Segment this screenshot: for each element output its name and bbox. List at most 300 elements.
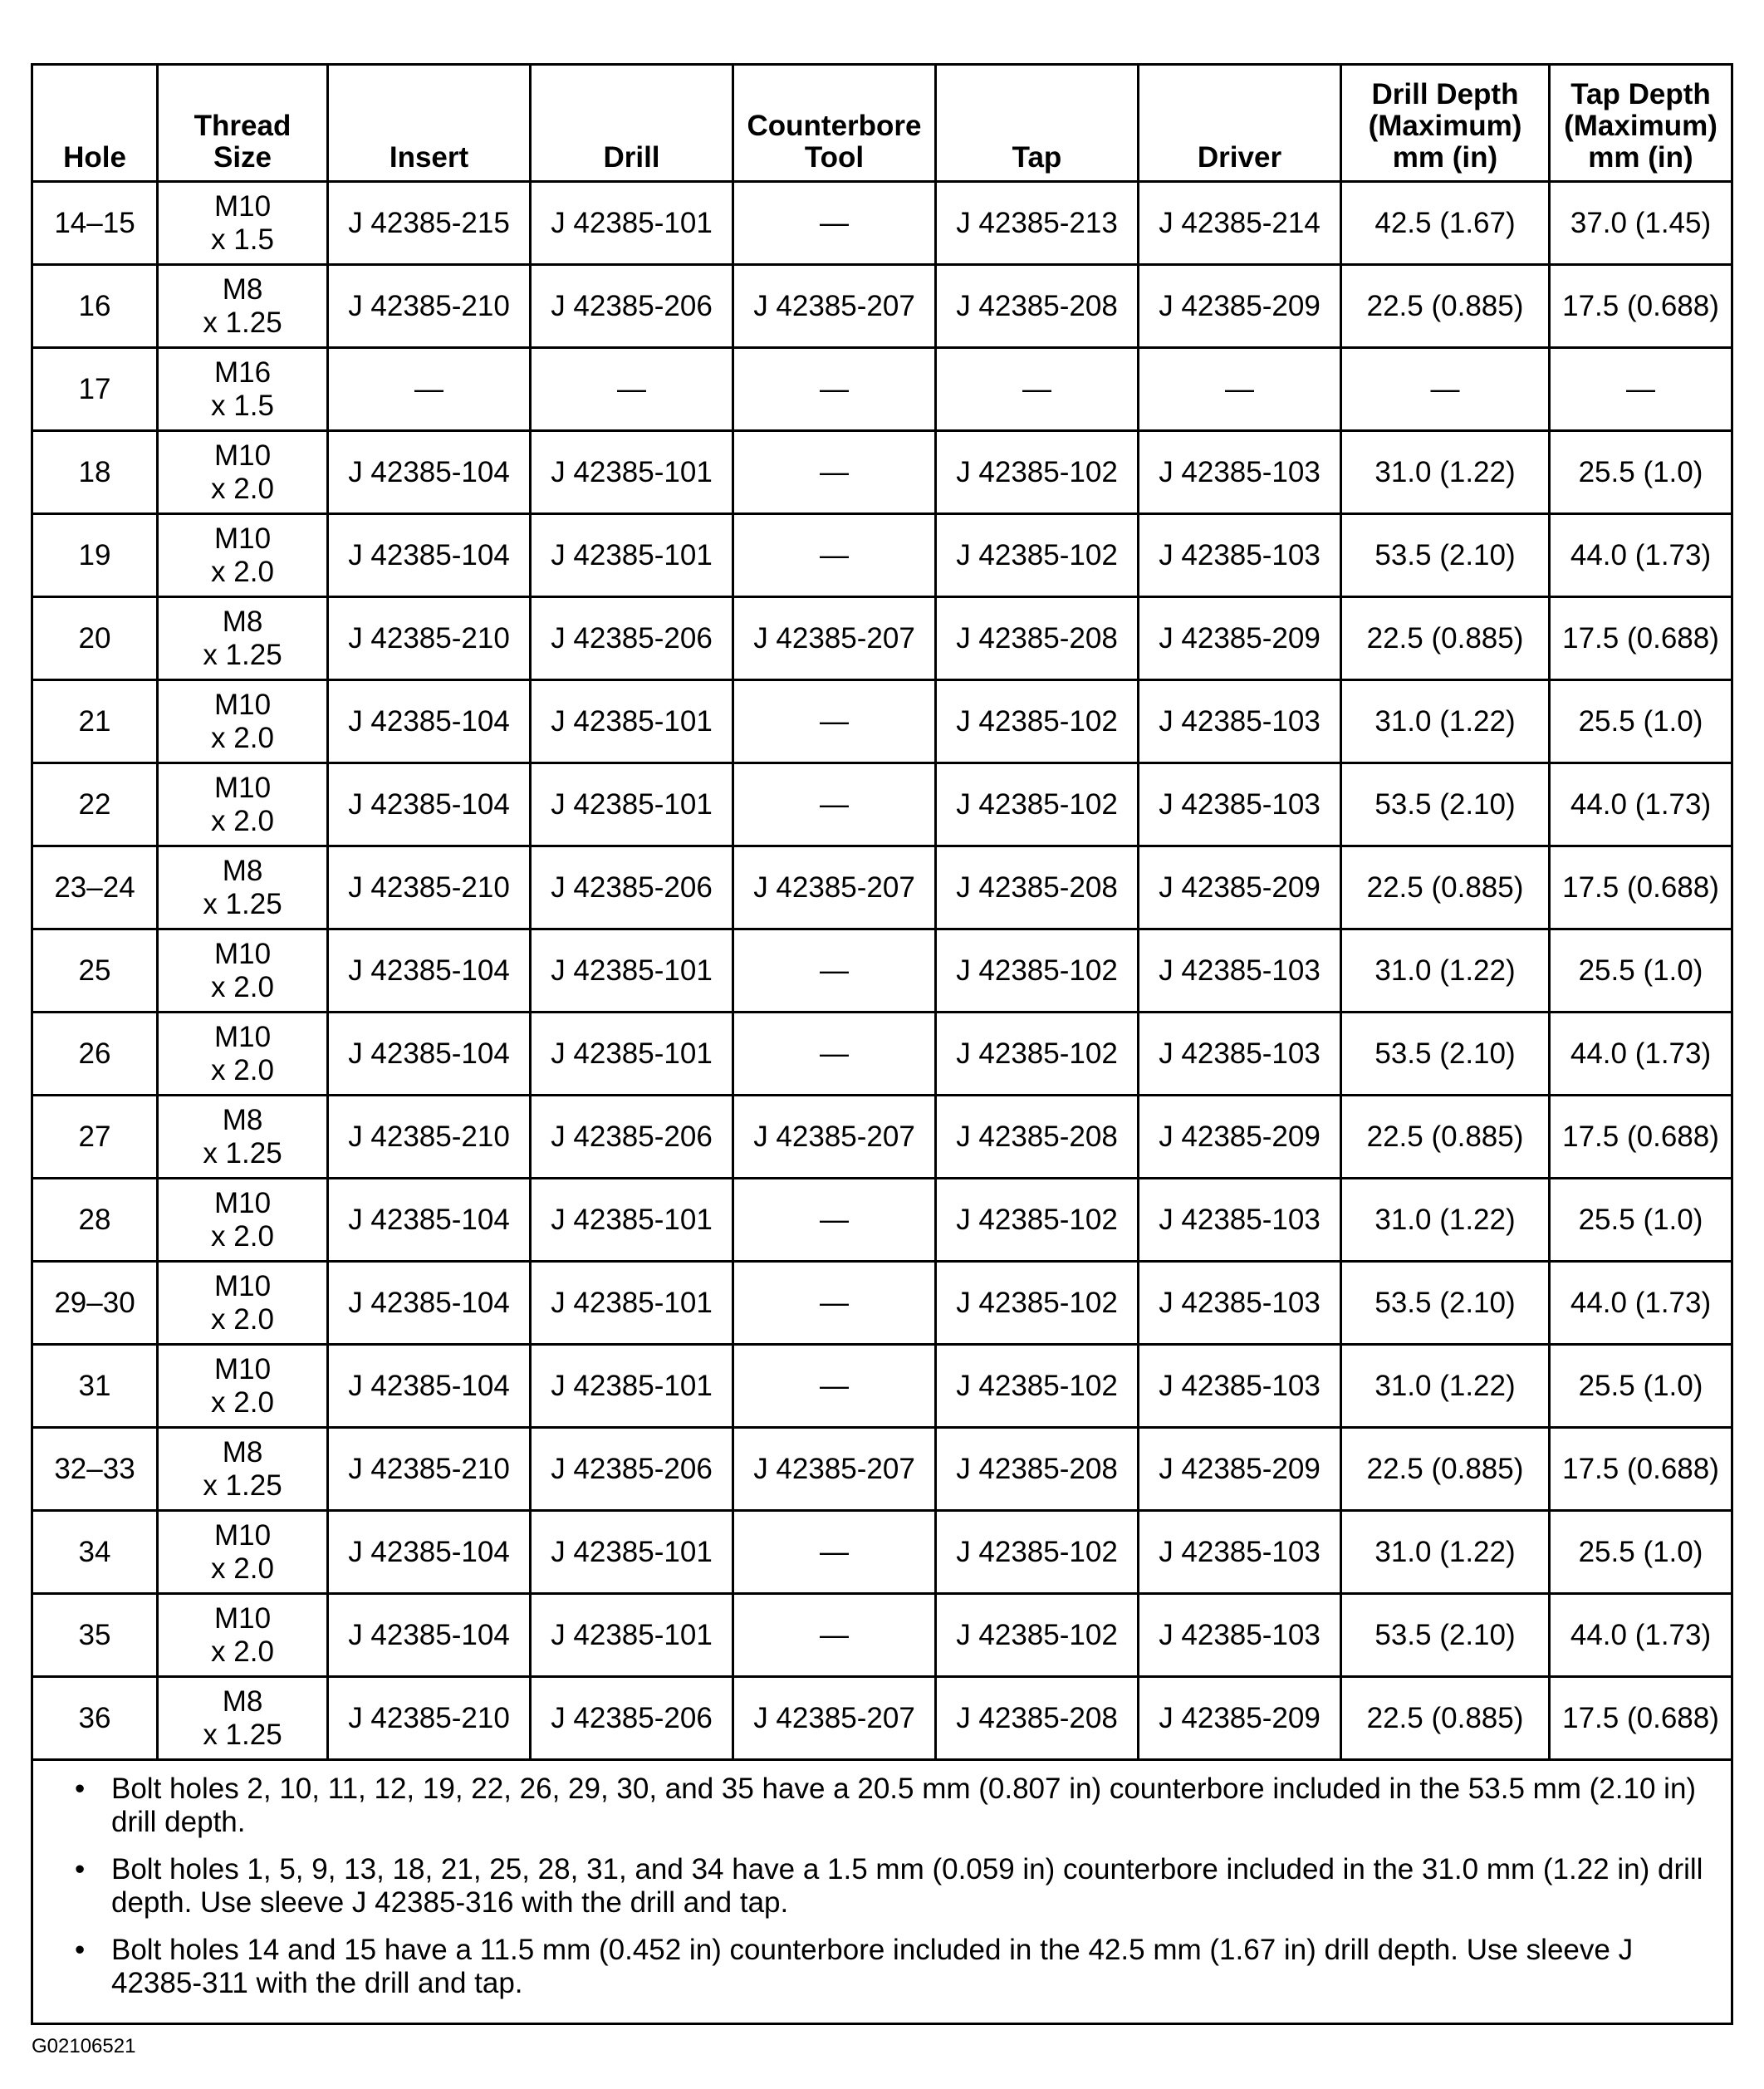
cell-thread-size <box>158 1594 328 1677</box>
insert-value: J 42385-210 <box>348 289 510 322</box>
hole-value: 28 <box>78 1203 111 1236</box>
drill-depth-value: 31.0 (1.22) <box>1374 704 1516 738</box>
drill-value: J 42385-101 <box>551 954 713 987</box>
thread-size-value: M10 x 2.0 <box>211 1518 274 1585</box>
cell-drill-depth <box>1341 680 1550 763</box>
cell-drill <box>531 182 733 265</box>
tap-value: J 42385-102 <box>956 1286 1118 1319</box>
cell-tap-depth <box>1550 1345 1732 1428</box>
cell-hole <box>32 1013 158 1096</box>
cell-insert <box>328 1179 531 1262</box>
tap-value: J 42385-208 <box>956 289 1118 322</box>
tap-depth-value: 25.5 (1.0) <box>1578 1535 1703 1568</box>
cell-thread-size <box>158 431 328 514</box>
cell-counterbore-tool <box>733 1262 936 1345</box>
table-row <box>32 763 1732 846</box>
figure-id: G02106521 <box>32 2035 136 2057</box>
cell-drill <box>531 1428 733 1511</box>
counterbore-tool-value: — <box>820 1618 849 1651</box>
cell-driver <box>1139 1511 1341 1594</box>
cell-insert <box>328 265 531 348</box>
tap-depth-value: 17.5 (0.688) <box>1562 1120 1719 1153</box>
table-row <box>32 182 1732 265</box>
cell-insert <box>328 514 531 597</box>
header-drill-depth: Drill Depth (Maximum) mm (in) <box>1341 65 1550 182</box>
cell-counterbore-tool <box>733 182 936 265</box>
cell-driver <box>1139 597 1341 680</box>
tap-value: J 42385-208 <box>956 1452 1118 1485</box>
cell-driver <box>1139 680 1341 763</box>
header-tap: Tap <box>936 65 1139 182</box>
tap-depth-value: 17.5 (0.688) <box>1562 621 1719 655</box>
drill-depth-value: 31.0 (1.22) <box>1374 1203 1516 1236</box>
drill-depth-value: 53.5 (2.10) <box>1374 538 1516 571</box>
insert-value: J 42385-104 <box>348 455 510 488</box>
thread-size-value: M8 x 1.25 <box>203 1435 282 1502</box>
cell-thread-size <box>158 1428 328 1511</box>
cell-counterbore-tool <box>733 1345 936 1428</box>
cell-tap-depth <box>1550 1013 1732 1096</box>
insert-value: J 42385-104 <box>348 1203 510 1236</box>
hole-value: 27 <box>78 1120 111 1153</box>
cell-thread-size <box>158 1677 328 1760</box>
cell-insert <box>328 1013 531 1096</box>
cell-hole <box>32 514 158 597</box>
cell-tap-depth <box>1550 763 1732 846</box>
tap-value: J 42385-213 <box>956 206 1118 239</box>
hole-value: 23–24 <box>54 870 135 904</box>
counterbore-tool-value: J 42385-207 <box>753 1120 915 1153</box>
thread-size-value: M10 x 2.0 <box>211 937 274 1003</box>
cell-tap-depth <box>1550 1179 1732 1262</box>
tap-depth-value: 44.0 (1.73) <box>1570 1286 1712 1319</box>
cell-tap-depth <box>1550 1096 1732 1179</box>
cell-tap-depth <box>1550 265 1732 348</box>
cell-drill <box>531 348 733 431</box>
tap-value: J 42385-102 <box>956 1203 1118 1236</box>
tap-depth-value: 25.5 (1.0) <box>1578 455 1703 488</box>
counterbore-tool-value: — <box>820 1037 849 1070</box>
cell-driver <box>1139 1345 1341 1428</box>
drill-value: J 42385-206 <box>551 289 713 322</box>
driver-value: — <box>1225 372 1254 405</box>
cell-tap <box>936 265 1139 348</box>
cell-tap <box>936 929 1139 1013</box>
cell-driver <box>1139 348 1341 431</box>
counterbore-tool-value: — <box>820 372 849 405</box>
drill-depth-value: 22.5 (0.885) <box>1366 870 1524 904</box>
cell-drill <box>531 514 733 597</box>
cell-thread-size <box>158 929 328 1013</box>
cell-driver <box>1139 514 1341 597</box>
cell-counterbore-tool <box>733 431 936 514</box>
cell-drill <box>531 597 733 680</box>
driver-value: J 42385-103 <box>1159 1535 1321 1568</box>
cell-thread-size <box>158 846 328 929</box>
cell-hole <box>32 182 158 265</box>
header-thread-size: Thread Size <box>158 65 328 182</box>
table-row <box>32 846 1732 929</box>
tap-value: J 42385-102 <box>956 1618 1118 1651</box>
table-row <box>32 680 1732 763</box>
insert-value: J 42385-104 <box>348 1535 510 1568</box>
driver-value: J 42385-214 <box>1159 206 1321 239</box>
cell-thread-size <box>158 680 328 763</box>
cell-counterbore-tool <box>733 1511 936 1594</box>
cell-thread-size <box>158 1013 328 1096</box>
cell-hole <box>32 265 158 348</box>
cell-thread-size <box>158 763 328 846</box>
insert-value: — <box>414 372 443 405</box>
note-text: Bolt holes 1, 5, 9, 13, 18, 21, 25, 28, 31, and 34 have a 1.5 mm (0.059 in) counterbore included in the 31.0 mm (1.22 in) drill depth. Use sleeve J 42385-316 with the drill and tap. <box>111 1853 1703 1919</box>
cell-driver <box>1139 1013 1341 1096</box>
drill-value: J 42385-206 <box>551 1452 713 1485</box>
table-row <box>32 597 1732 680</box>
cell-tap-depth <box>1550 597 1732 680</box>
tap-value: J 42385-208 <box>956 870 1118 904</box>
table-row <box>32 1179 1732 1262</box>
drill-value: J 42385-101 <box>551 1618 713 1651</box>
cell-drill-depth <box>1341 1262 1550 1345</box>
cell-counterbore-tool <box>733 1179 936 1262</box>
cell-counterbore-tool <box>733 265 936 348</box>
header-hole: Hole <box>32 65 158 182</box>
cell-tap <box>936 1594 1139 1677</box>
tap-value: J 42385-102 <box>956 1369 1118 1402</box>
cell-drill-depth <box>1341 514 1550 597</box>
counterbore-tool-value: — <box>820 538 849 571</box>
table-row <box>32 1096 1732 1179</box>
drill-value: J 42385-101 <box>551 455 713 488</box>
cell-tap <box>936 182 1139 265</box>
notes-row <box>32 1760 1732 2024</box>
table-row <box>32 348 1732 431</box>
driver-value: J 42385-209 <box>1159 1452 1321 1485</box>
cell-thread-size <box>158 1511 328 1594</box>
cell-drill <box>531 1262 733 1345</box>
drill-depth-value: — <box>1430 372 1460 405</box>
drill-value: J 42385-101 <box>551 1286 713 1319</box>
cell-insert <box>328 348 531 431</box>
hole-value: 16 <box>78 289 111 322</box>
tap-value: — <box>1022 372 1051 405</box>
table-row <box>32 1511 1732 1594</box>
bullet-icon: • <box>75 1773 86 1805</box>
drill-depth-value: 22.5 (0.885) <box>1366 1452 1524 1485</box>
cell-hole <box>32 680 158 763</box>
tap-depth-value: 44.0 (1.73) <box>1570 538 1712 571</box>
driver-value: J 42385-103 <box>1159 787 1321 821</box>
tap-depth-value: 44.0 (1.73) <box>1570 1618 1712 1651</box>
cell-insert <box>328 1677 531 1760</box>
drill-value: J 42385-101 <box>551 1037 713 1070</box>
tap-value: J 42385-208 <box>956 621 1118 655</box>
counterbore-tool-value: — <box>820 1535 849 1568</box>
drill-value: J 42385-206 <box>551 621 713 655</box>
drill-depth-value: 53.5 (2.10) <box>1374 1037 1516 1070</box>
table-row <box>32 1262 1732 1345</box>
thread-size-value: M10 x 2.0 <box>211 522 274 588</box>
cell-insert <box>328 763 531 846</box>
driver-value: J 42385-209 <box>1159 1120 1321 1153</box>
cell-tap <box>936 597 1139 680</box>
cell-drill <box>531 1511 733 1594</box>
thread-size-value: M10 x 2.0 <box>211 1352 274 1419</box>
driver-value: J 42385-209 <box>1159 621 1321 655</box>
cell-insert <box>328 597 531 680</box>
cell-driver <box>1139 846 1341 929</box>
tap-depth-value: 25.5 (1.0) <box>1578 954 1703 987</box>
cell-tap-depth <box>1550 846 1732 929</box>
tap-value: J 42385-102 <box>956 455 1118 488</box>
insert-value: J 42385-104 <box>348 787 510 821</box>
tap-depth-value: — <box>1626 372 1655 405</box>
cell-drill-depth <box>1341 1096 1550 1179</box>
table-header-row <box>32 65 1732 182</box>
drill-depth-value: 53.5 (2.10) <box>1374 1286 1516 1319</box>
insert-value: J 42385-215 <box>348 206 510 239</box>
driver-value: J 42385-103 <box>1159 1369 1321 1402</box>
header-counterbore-tool: Counterbore Tool <box>733 65 936 182</box>
driver-value: J 42385-209 <box>1159 1701 1321 1734</box>
tap-value: J 42385-102 <box>956 1037 1118 1070</box>
cell-drill <box>531 929 733 1013</box>
hole-value: 14–15 <box>54 206 135 239</box>
counterbore-tool-value: — <box>820 1369 849 1402</box>
cell-thread-size <box>158 1262 328 1345</box>
tap-depth-value: 17.5 (0.688) <box>1562 1452 1719 1485</box>
cell-drill <box>531 846 733 929</box>
hole-value: 22 <box>78 787 111 821</box>
cell-drill <box>531 1677 733 1760</box>
thread-size-value: M8 x 1.25 <box>203 854 282 920</box>
cell-hole <box>32 1096 158 1179</box>
hole-value: 19 <box>78 538 111 571</box>
cell-drill-depth <box>1341 929 1550 1013</box>
drill-value: J 42385-101 <box>551 1535 713 1568</box>
cell-drill <box>531 265 733 348</box>
cell-counterbore-tool <box>733 597 936 680</box>
cell-driver <box>1139 763 1341 846</box>
insert-value: J 42385-210 <box>348 1120 510 1153</box>
cell-drill <box>531 1345 733 1428</box>
cell-tap-depth <box>1550 929 1732 1013</box>
drill-depth-value: 31.0 (1.22) <box>1374 954 1516 987</box>
cell-drill-depth <box>1341 763 1550 846</box>
drill-value: J 42385-101 <box>551 206 713 239</box>
cell-driver <box>1139 929 1341 1013</box>
cell-hole <box>32 846 158 929</box>
cell-counterbore-tool <box>733 1677 936 1760</box>
cell-insert <box>328 431 531 514</box>
drill-value: J 42385-101 <box>551 1203 713 1236</box>
insert-value: J 42385-210 <box>348 1452 510 1485</box>
insert-value: J 42385-210 <box>348 1701 510 1734</box>
hole-value: 26 <box>78 1037 111 1070</box>
thread-size-value: M8 x 1.25 <box>203 1684 282 1751</box>
thread-size-value: M10 x 2.0 <box>211 439 274 505</box>
cell-hole <box>32 348 158 431</box>
cell-hole <box>32 1428 158 1511</box>
cell-tap-depth <box>1550 680 1732 763</box>
cell-thread-size <box>158 1179 328 1262</box>
drill-depth-value: 31.0 (1.22) <box>1374 1369 1516 1402</box>
cell-drill <box>531 1594 733 1677</box>
cell-tap <box>936 431 1139 514</box>
cell-tap-depth <box>1550 431 1732 514</box>
counterbore-tool-value: — <box>820 787 849 821</box>
cell-drill <box>531 1096 733 1179</box>
note-text: Bolt holes 14 and 15 have a 11.5 mm (0.452 in) counterbore included in the 42.5 mm (1.67 in) drill depth. Use sleeve J 42385-311 with the drill and tap. <box>111 1934 1634 1999</box>
tap-depth-value: 17.5 (0.688) <box>1562 289 1719 322</box>
cell-counterbore-tool <box>733 846 936 929</box>
drill-depth-value: 31.0 (1.22) <box>1374 455 1516 488</box>
cell-driver <box>1139 1179 1341 1262</box>
counterbore-tool-value: — <box>820 1286 849 1319</box>
drill-value: J 42385-206 <box>551 1120 713 1153</box>
cell-insert <box>328 1345 531 1428</box>
thread-size-value: M10 x 2.0 <box>211 1020 274 1086</box>
cell-hole <box>32 1677 158 1760</box>
cell-drill-depth <box>1341 846 1550 929</box>
note-item <box>75 1773 1714 1839</box>
cell-tap <box>936 514 1139 597</box>
tap-value: J 42385-102 <box>956 704 1118 738</box>
cell-counterbore-tool <box>733 1594 936 1677</box>
tap-depth-value: 44.0 (1.73) <box>1570 1037 1712 1070</box>
tap-depth-value: 17.5 (0.688) <box>1562 1701 1719 1734</box>
counterbore-tool-value: — <box>820 206 849 239</box>
cell-thread-size <box>158 182 328 265</box>
cell-drill <box>531 680 733 763</box>
thread-size-value: M8 x 1.25 <box>203 605 282 671</box>
thread-size-value: M10 x 2.0 <box>211 1269 274 1336</box>
cell-drill-depth <box>1341 265 1550 348</box>
hole-value: 32–33 <box>54 1452 135 1485</box>
cell-hole <box>32 929 158 1013</box>
insert-value: J 42385-210 <box>348 621 510 655</box>
cell-driver <box>1139 265 1341 348</box>
cell-tap <box>936 763 1139 846</box>
tap-value: J 42385-208 <box>956 1120 1118 1153</box>
cell-counterbore-tool <box>733 680 936 763</box>
cell-drill-depth <box>1341 1428 1550 1511</box>
cell-hole <box>32 763 158 846</box>
drill-value: J 42385-101 <box>551 1369 713 1402</box>
cell-thread-size <box>158 265 328 348</box>
tap-depth-value: 37.0 (1.45) <box>1570 206 1712 239</box>
drill-value: J 42385-101 <box>551 704 713 738</box>
driver-value: J 42385-103 <box>1159 1203 1321 1236</box>
cell-counterbore-tool <box>733 348 936 431</box>
tap-value: J 42385-208 <box>956 1701 1118 1734</box>
cell-hole <box>32 1511 158 1594</box>
hole-value: 25 <box>78 954 111 987</box>
cell-drill-depth <box>1341 1179 1550 1262</box>
driver-value: J 42385-103 <box>1159 704 1321 738</box>
cell-drill-depth <box>1341 1345 1550 1428</box>
drill-depth-value: 22.5 (0.885) <box>1366 621 1524 655</box>
cell-counterbore-tool <box>733 763 936 846</box>
tap-value: J 42385-102 <box>956 1535 1118 1568</box>
counterbore-tool-value: J 42385-207 <box>753 289 915 322</box>
table-row <box>32 1013 1732 1096</box>
cell-drill-depth <box>1341 1677 1550 1760</box>
cell-driver <box>1139 1262 1341 1345</box>
cell-hole <box>32 597 158 680</box>
drill-value: J 42385-101 <box>551 787 713 821</box>
counterbore-tool-value: J 42385-207 <box>753 1452 915 1485</box>
table-row <box>32 1594 1732 1677</box>
counterbore-tool-value: J 42385-207 <box>753 621 915 655</box>
counterbore-tool-value: — <box>820 1203 849 1236</box>
thread-size-value: M10 x 2.0 <box>211 1186 274 1253</box>
cell-drill-depth <box>1341 1594 1550 1677</box>
cell-counterbore-tool <box>733 1428 936 1511</box>
cell-driver <box>1139 1096 1341 1179</box>
table-body <box>32 182 1732 1760</box>
cell-insert <box>328 1511 531 1594</box>
hole-value: 18 <box>78 455 111 488</box>
counterbore-tool-value: — <box>820 704 849 738</box>
cell-tap-depth <box>1550 182 1732 265</box>
cell-insert <box>328 182 531 265</box>
drill-depth-value: 22.5 (0.885) <box>1366 289 1524 322</box>
insert-value: J 42385-104 <box>348 1369 510 1402</box>
cell-driver <box>1139 182 1341 265</box>
tap-depth-value: 25.5 (1.0) <box>1578 1203 1703 1236</box>
header-insert: Insert <box>328 65 531 182</box>
cell-counterbore-tool <box>733 929 936 1013</box>
cell-insert <box>328 929 531 1013</box>
hole-value: 29–30 <box>54 1286 135 1319</box>
drill-depth-value: 53.5 (2.10) <box>1374 1618 1516 1651</box>
cell-insert <box>328 1096 531 1179</box>
cell-tap-depth <box>1550 348 1732 431</box>
cell-drill-depth <box>1341 431 1550 514</box>
insert-value: J 42385-104 <box>348 1286 510 1319</box>
counterbore-tool-value: J 42385-207 <box>753 870 915 904</box>
cell-hole <box>32 1345 158 1428</box>
table-row <box>32 265 1732 348</box>
cell-thread-size <box>158 597 328 680</box>
thread-repair-table <box>31 63 1733 2025</box>
cell-counterbore-tool <box>733 514 936 597</box>
drill-depth-value: 42.5 (1.67) <box>1374 206 1516 239</box>
tap-depth-value: 17.5 (0.688) <box>1562 870 1719 904</box>
cell-tap-depth <box>1550 514 1732 597</box>
cell-drill-depth <box>1341 348 1550 431</box>
thread-size-value: M8 x 1.25 <box>203 1103 282 1170</box>
cell-thread-size <box>158 514 328 597</box>
cell-drill <box>531 431 733 514</box>
cell-tap-depth <box>1550 1594 1732 1677</box>
driver-value: J 42385-209 <box>1159 289 1321 322</box>
insert-value: J 42385-210 <box>348 870 510 904</box>
cell-driver <box>1139 1428 1341 1511</box>
header-drill: Drill <box>531 65 733 182</box>
cell-drill <box>531 1179 733 1262</box>
insert-value: J 42385-104 <box>348 538 510 571</box>
header-tap-depth: Tap Depth (Maximum) mm (in) <box>1550 65 1732 182</box>
note-text: Bolt holes 2, 10, 11, 12, 19, 22, 26, 29, 30, and 35 have a 20.5 mm (0.807 in) counterbore included in the 53.5 mm (2.10 in) drill depth. <box>111 1773 1697 1838</box>
cell-insert <box>328 680 531 763</box>
hole-value: 21 <box>78 704 111 738</box>
cell-tap-depth <box>1550 1428 1732 1511</box>
driver-value: J 42385-103 <box>1159 538 1321 571</box>
tap-depth-value: 25.5 (1.0) <box>1578 704 1703 738</box>
insert-value: J 42385-104 <box>348 1037 510 1070</box>
